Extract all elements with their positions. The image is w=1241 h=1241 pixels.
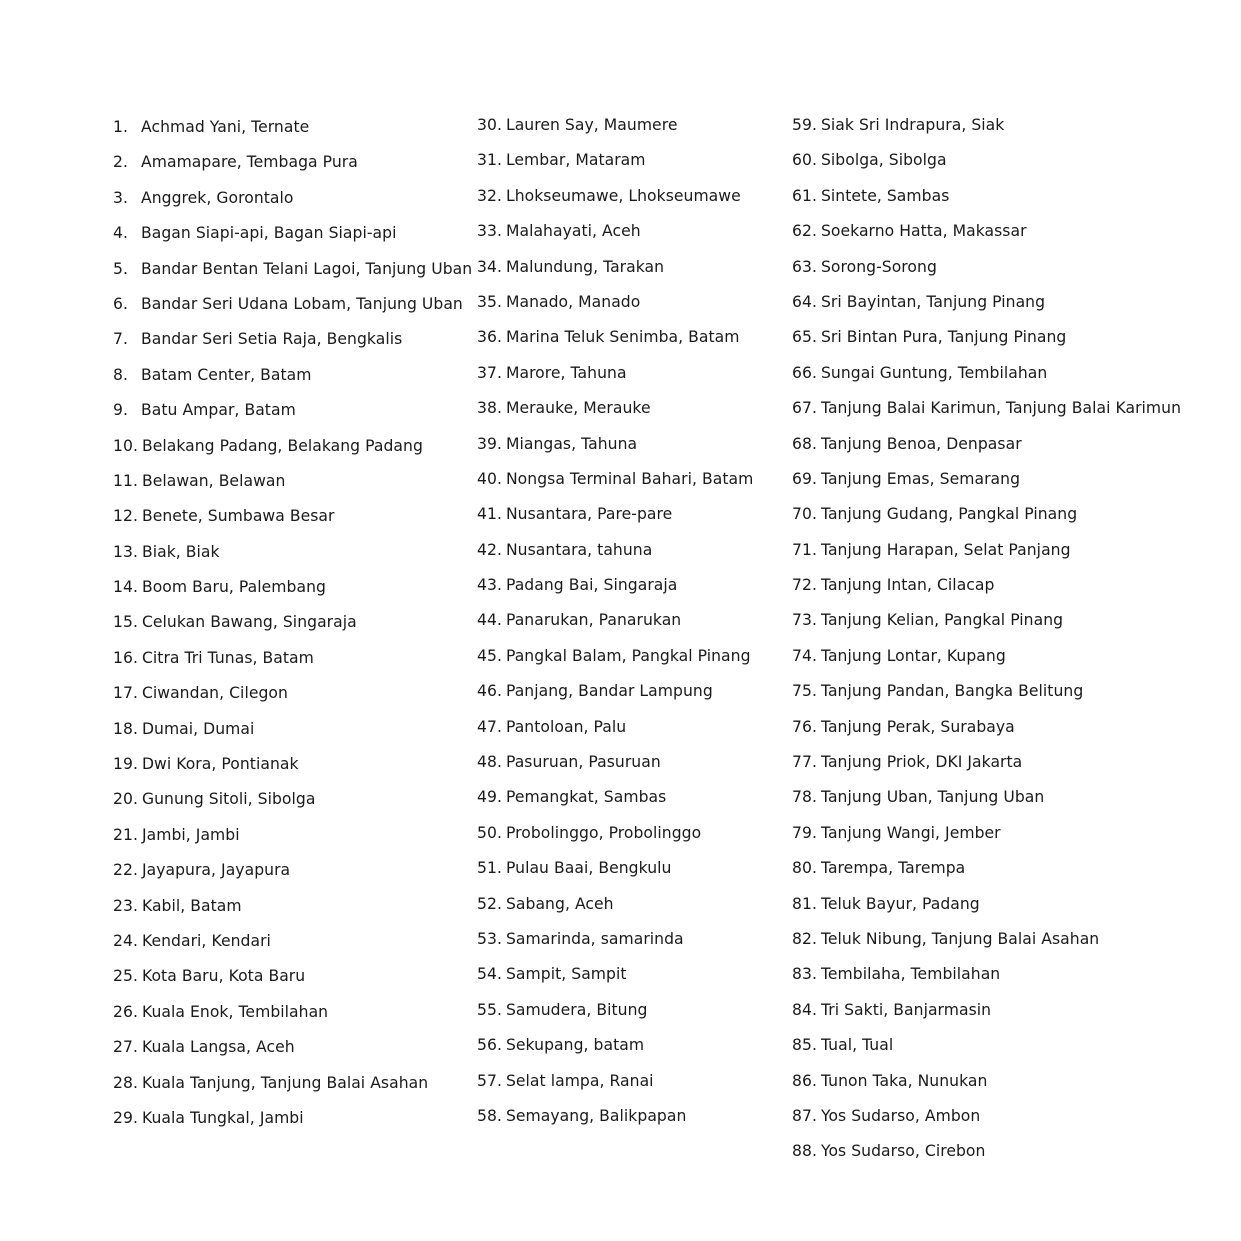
port-item-number: 23. [113,896,138,915]
port-item-name: Marore, Tahuna [505,363,627,382]
port-item-name: Kabil, Batam [141,896,242,915]
port-item-number: 81. [792,894,817,913]
port-list-item [477,427,753,462]
port-list-item [477,674,753,709]
port-list-item [792,674,1181,709]
port-item-name: Sabang, Aceh [505,894,614,913]
port-item-name: Tanjung Balai Karimun, Tanjung Balai Karimun [820,399,1182,418]
port-item-name: Lauren Say, Maumere [505,116,678,134]
port-item-name: Citra Tri Tunas, Batam [141,648,314,667]
port-list-item [113,853,472,888]
port-item-name: Biak, Biak [141,542,220,561]
port-item-number: 52. [477,894,502,913]
port-list-item [477,1064,753,1099]
port-item-name: Tanjung Benoa, Denpasar [820,434,1022,453]
port-list-item [792,1099,1181,1134]
port-item-number: 70. [792,505,817,524]
port-list-item [792,214,1181,249]
port-list-item [113,287,472,322]
port-item-number: 69. [792,469,817,488]
port-list-item [113,358,472,393]
port-list-item [113,216,472,251]
port-list-item [113,1101,472,1136]
port-list-item [477,745,753,780]
port-item-name: Ciwandan, Cilegon [141,684,288,703]
port-item-number: 73. [792,611,817,630]
port-item-number: 88. [792,1142,817,1161]
port-item-name: Benete, Sumbawa Besar [141,507,335,526]
port-list-item [477,603,753,638]
port-item-name: Tanjung Uban, Tanjung Uban [820,788,1045,807]
port-item-name: Malundung, Tarakan [505,257,665,276]
port-list-item [477,922,753,957]
port-item-number: 39. [477,434,502,453]
port-item-number: 42. [477,540,502,559]
port-list-item [792,533,1181,568]
port-item-number: 62. [792,222,817,241]
port-list-item [792,851,1181,886]
port-item-name: Achmad Yani, Ternate [141,118,310,136]
port-item-name: Merauke, Merauke [505,399,651,418]
port-item-name: Sri Bayintan, Tanjung Pinang [820,292,1046,311]
port-item-name: Padang Bai, Singaraja [505,576,678,595]
port-item-name: Malahayati, Aceh [505,222,641,241]
port-item-number: 46. [477,682,502,701]
port-item-name: Sorong-Sorong [820,257,937,276]
port-item-number: 55. [477,1000,502,1019]
port-list-item [113,535,472,570]
port-list-item [113,499,472,534]
port-item-number: 75. [792,682,817,701]
port-list-item [477,1028,753,1063]
port-item-number: 78. [792,788,817,807]
port-item-number: 79. [792,823,817,842]
port-item-number: 28. [113,1073,138,1092]
port-item-number: 56. [477,1036,502,1055]
port-list-item [477,780,753,815]
port-list-item [477,356,753,391]
port-list-item [113,145,472,180]
port-item-name: Tanjung Kelian, Pangkal Pinang [820,611,1064,630]
port-item-number: 12. [113,507,138,526]
port-item-number: 25. [113,967,138,986]
port-list-item [477,993,753,1028]
port-item-name: Pemangkat, Sambas [505,788,667,807]
port-item-name: Kuala Tungkal, Jambi [141,1108,304,1127]
port-item-name: Amamapare, Tembaga Pura [141,153,358,172]
port-item-number: 24. [113,931,138,950]
port-item-number: 77. [792,753,817,772]
port-item-number: 58. [477,1106,502,1125]
port-item-name: Sungai Guntung, Tembilahan [820,363,1048,382]
port-list-item [477,108,753,143]
port-item-number: 32. [477,186,502,205]
port-item-number: 11. [113,471,138,490]
port-item-number: 17. [113,684,138,703]
port-list-item [792,780,1181,815]
port-item-name: Pantoloan, Palu [505,717,627,736]
port-list-item [113,1066,472,1101]
port-list-item [792,568,1181,603]
port-item-name: Bandar Seri Udana Lobam, Tanjung Uban [141,294,463,313]
port-item-name: Samudera, Bitung [505,1000,648,1019]
port-item-number: 30. [477,116,502,134]
port-list-item [792,143,1181,178]
port-item-number: 45. [477,646,502,665]
port-list-item [113,181,472,216]
port-item-number: 71. [792,540,817,559]
port-item-number: 44. [477,611,502,630]
port-item-number: 10. [113,436,138,455]
port-list-item [477,710,753,745]
port-list-item [792,710,1181,745]
port-item-number: 2. [113,153,128,172]
port-item-number: 27. [113,1038,138,1057]
port-item-name: Tanjung Lontar, Kupang [820,646,1006,665]
port-item-number: 29. [113,1108,138,1127]
port-item-name: Manado, Manado [505,292,641,311]
port-item-name: Pasuruan, Pasuruan [505,753,661,772]
port-item-name: Tanjung Perak, Surabaya [820,717,1015,736]
port-item-number: 83. [792,965,817,984]
port-item-number: 16. [113,648,138,667]
port-item-name: Boom Baru, Palembang [141,578,326,597]
port-item-name: Nusantara, Pare-pare [505,505,673,524]
port-list-item [477,250,753,285]
port-item-name: Belawan, Belawan [141,471,286,490]
port-item-name: Dwi Kora, Pontianak [141,755,299,774]
port-item-name: Kota Baru, Kota Baru [141,967,306,986]
port-item-name: Tanjung Wangi, Jember [820,823,1001,842]
port-list-item [477,143,753,178]
port-item-number: 22. [113,861,138,880]
port-item-number: 63. [792,257,817,276]
port-item-name: Semayang, Balikpapan [505,1106,687,1125]
port-list-column-3 [792,108,1181,1170]
port-item-number: 41. [477,505,502,524]
port-item-number: 50. [477,823,502,842]
port-item-name: Tanjung Intan, Cilacap [820,576,995,595]
port-item-number: 76. [792,717,817,736]
port-item-number: 64. [792,292,817,311]
port-list-item [113,393,472,428]
port-item-name: Bandar Seri Setia Raja, Bengkalis [141,330,403,349]
port-item-name: Sampit, Sampit [505,965,627,984]
port-item-name: Tanjung Emas, Semarang [820,469,1021,488]
port-item-name: Tarempa, Tarempa [820,859,966,878]
port-item-number: 54. [477,965,502,984]
port-item-number: 1. [113,118,128,136]
port-item-number: 9. [113,401,128,420]
port-list-item [477,533,753,568]
port-item-name: Tembilaha, Tembilahan [820,965,1001,984]
port-list-item [113,322,472,357]
port-item-name: Tunon Taka, Nunukan [820,1071,988,1090]
port-list-item [113,924,472,959]
port-item-number: 72. [792,576,817,595]
port-item-number: 37. [477,363,502,382]
port-item-number: 4. [113,224,128,243]
port-item-number: 13. [113,542,138,561]
port-item-name: Batu Ampar, Batam [141,401,296,420]
port-item-number: 60. [792,151,817,170]
port-list-item [792,1134,1181,1169]
port-item-number: 34. [477,257,502,276]
port-list-item [113,995,472,1030]
port-item-number: 43. [477,576,502,595]
port-item-name: Lembar, Mataram [505,151,646,170]
port-list-item [477,462,753,497]
port-list-item [113,641,472,676]
port-list-item [792,639,1181,674]
port-item-name: Kuala Enok, Tembilahan [141,1002,329,1021]
port-item-number: 87. [792,1106,817,1125]
port-list-column-2 [477,108,753,1134]
port-list-item [792,462,1181,497]
port-item-name: Nongsa Terminal Bahari, Batam [505,469,754,488]
port-item-number: 26. [113,1002,138,1021]
port-list-item [792,320,1181,355]
port-item-name: Panarukan, Panarukan [505,611,682,630]
port-item-number: 66. [792,363,817,382]
port-item-name: Bandar Bentan Telani Lagoi, Tanjung Uban [141,259,473,278]
port-item-number: 61. [792,186,817,205]
port-item-name: Kuala Tanjung, Tanjung Balai Asahan [141,1073,429,1092]
port-item-name: Panjang, Bandar Lampung [505,682,713,701]
port-item-name: Yos Sudarso, Cirebon [820,1142,986,1161]
port-item-name: Tanjung Priok, DKI Jakarta [820,753,1023,772]
port-list-item [113,570,472,605]
port-list-item [792,285,1181,320]
port-item-name: Dumai, Dumai [141,719,255,738]
port-item-name: Kuala Langsa, Aceh [141,1038,295,1057]
port-list-item [792,391,1181,426]
port-list-item [113,605,472,640]
port-item-number: 51. [477,859,502,878]
port-list-item [477,320,753,355]
port-item-name: Siak Sri Indrapura, Siak [820,116,1005,134]
port-list-item [113,782,472,817]
port-list-item [792,1028,1181,1063]
port-list-item [477,957,753,992]
port-list-item [477,285,753,320]
port-item-number: 53. [477,929,502,948]
port-item-number: 20. [113,790,138,809]
port-list-item [477,639,753,674]
port-list-item [792,993,1181,1028]
port-list-item [792,108,1181,143]
port-item-number: 68. [792,434,817,453]
port-item-name: Celukan Bawang, Singaraja [141,613,357,632]
port-item-name: Sekupang, batam [505,1036,645,1055]
port-item-number: 6. [113,294,128,313]
port-item-number: 36. [477,328,502,347]
port-item-name: Tri Sakti, Banjarmasin [820,1000,992,1019]
port-item-name: Kendari, Kendari [141,931,271,950]
port-list-item [792,887,1181,922]
port-list-item [113,252,472,287]
port-list-item [113,110,472,145]
port-item-number: 40. [477,469,502,488]
port-item-name: Sri Bintan Pura, Tanjung Pinang [820,328,1067,347]
port-item-number: 33. [477,222,502,241]
port-list-item [792,603,1181,638]
port-item-name: Batam Center, Batam [141,365,312,384]
port-item-number: 15. [113,613,138,632]
port-item-name: Soekarno Hatta, Makassar [820,222,1027,241]
port-list-column-1 [113,110,472,1136]
port-item-number: 18. [113,719,138,738]
port-item-number: 38. [477,399,502,418]
port-list-item [792,179,1181,214]
port-item-number: 49. [477,788,502,807]
port-item-name: Lhokseumawe, Lhokseumawe [505,186,741,205]
port-list-item [477,391,753,426]
port-item-name: Bagan Siapi-api, Bagan Siapi-api [141,224,397,243]
port-list-item [477,816,753,851]
port-list-item [113,1030,472,1065]
port-list-item [792,1064,1181,1099]
port-item-number: 21. [113,825,138,844]
port-item-number: 35. [477,292,502,311]
port-item-name: Anggrek, Gorontalo [141,188,294,207]
port-item-name: Tanjung Pandan, Bangka Belitung [820,682,1084,701]
port-item-name: Tual, Tual [820,1036,894,1055]
port-item-number: 19. [113,755,138,774]
port-list-item [792,356,1181,391]
port-item-name: Sintete, Sambas [820,186,950,205]
port-item-name: Pangkal Balam, Pangkal Pinang [505,646,751,665]
port-item-number: 85. [792,1036,817,1055]
port-list-item [477,851,753,886]
port-item-name: Samarinda, samarinda [505,929,684,948]
port-item-name: Gunung Sitoli, Sibolga [141,790,316,809]
port-item-number: 14. [113,578,138,597]
port-list-item [113,959,472,994]
port-item-name: Jambi, Jambi [141,825,240,844]
port-list-item [477,568,753,603]
port-item-number: 80. [792,859,817,878]
port-item-name: Teluk Bayur, Padang [820,894,980,913]
port-item-number: 82. [792,929,817,948]
port-item-name: Yos Sudarso, Ambon [820,1106,981,1125]
port-item-number: 74. [792,646,817,665]
port-list-item [792,957,1181,992]
port-item-name: Miangas, Tahuna [505,434,638,453]
port-item-number: 86. [792,1071,817,1090]
port-item-name: Pulau Baai, Bengkulu [505,859,672,878]
port-item-number: 47. [477,717,502,736]
port-item-number: 8. [113,365,128,384]
port-list-item [113,464,472,499]
port-list-item [792,922,1181,957]
port-item-name: Selat lampa, Ranai [505,1071,654,1090]
port-item-number: 67. [792,399,817,418]
port-list-item [477,1099,753,1134]
port-item-number: 57. [477,1071,502,1090]
port-list-item [792,250,1181,285]
port-item-name: Probolinggo, Probolinggo [505,823,702,842]
port-item-name: Nusantara, tahuna [505,540,653,559]
port-item-name: Tanjung Gudang, Pangkal Pinang [820,505,1078,524]
port-item-number: 48. [477,753,502,772]
port-item-number: 31. [477,151,502,170]
port-item-name: Belakang Padang, Belakang Padang [141,436,423,455]
port-item-number: 5. [113,259,128,278]
port-list-item [113,429,472,464]
port-list-item [113,889,472,924]
port-item-number: 3. [113,188,128,207]
port-list-item [113,818,472,853]
port-item-name: Teluk Nibung, Tanjung Balai Asahan [820,929,1100,948]
port-item-number: 7. [113,330,128,349]
port-list-item [477,179,753,214]
port-item-name: Marina Teluk Senimba, Batam [505,328,740,347]
port-item-number: 84. [792,1000,817,1019]
port-list-item [792,745,1181,780]
port-item-name: Tanjung Harapan, Selat Panjang [820,540,1071,559]
port-item-name: Sibolga, Sibolga [820,151,947,170]
port-list-item [792,497,1181,532]
port-list-item [113,676,472,711]
port-item-number: 65. [792,328,817,347]
port-list-item [792,427,1181,462]
port-list-item [477,214,753,249]
port-list-item [477,497,753,532]
port-item-name: Jayapura, Jayapura [141,861,291,880]
port-list-item [792,816,1181,851]
port-item-number: 59. [792,116,817,134]
port-list-item [477,887,753,922]
port-list-item [113,747,472,782]
port-list-item [113,712,472,747]
